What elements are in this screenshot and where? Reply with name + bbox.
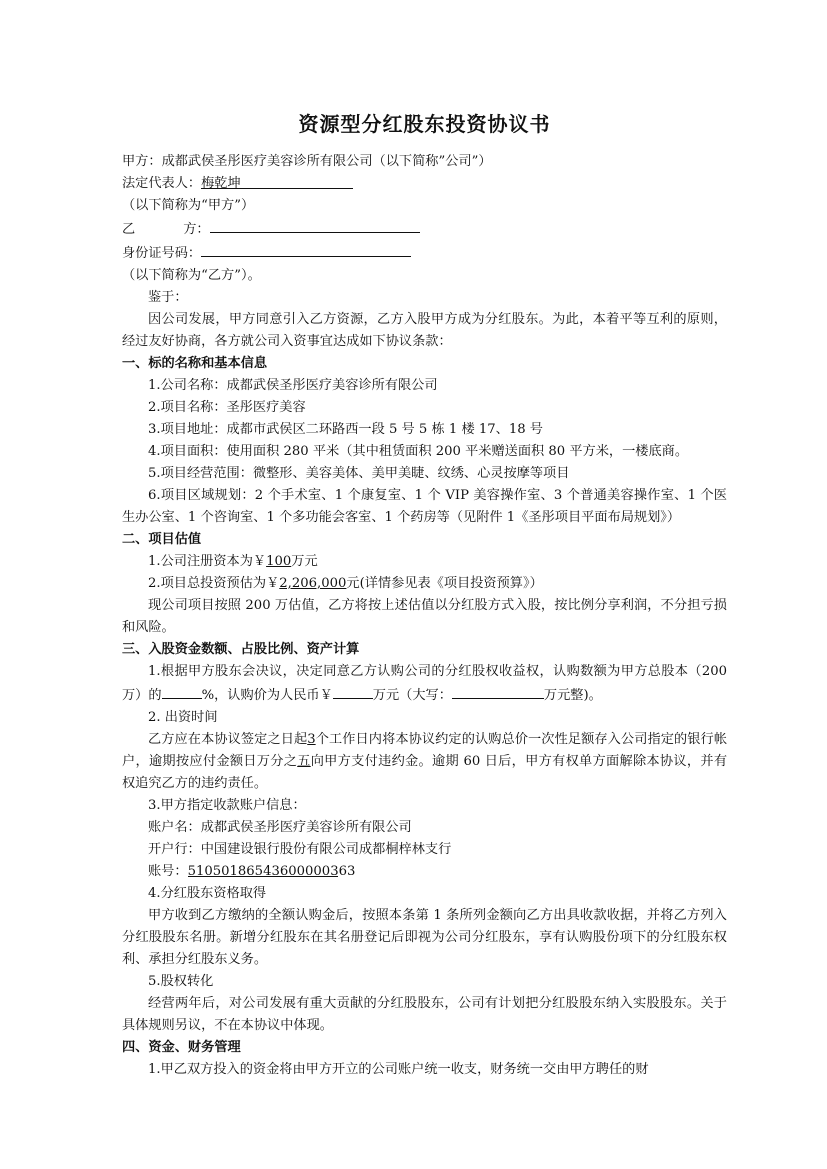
s3-item-2-title: 2. 出资时间: [148, 710, 218, 725]
id-number-blank: [201, 241, 411, 257]
document-title: 资源型分红股东投资协议书: [298, 112, 551, 136]
s3-item-4-paragraph: 甲方收到乙方缴纳的全额认购金后，按照本条第 1 条所列金额向乙方出具收款收据，并将乙方列入分红股股东名册。新增分红股东在其名册登记后即视为公司分红股东，享有认购股份项下的分红股东权利、承担分红股东义务。: [122, 908, 727, 967]
price-in-words-blank: [452, 683, 544, 699]
legal-rep-name-field: [201, 173, 353, 189]
s1-item-5: 5.项目经营范围：微整形、美容美体、美甲美睫、纹绣、心灵按摩等项目: [148, 466, 570, 481]
s1-item-4: 4.项目面积：使用面积 280 平米（其中租赁面积 200 平米赠送面积 80 平方米，一楼底商。: [148, 444, 689, 459]
registered-capital-value: 100: [266, 554, 292, 569]
account-number-line: [122, 861, 727, 883]
section-2-heading: 二、项目估值: [122, 532, 202, 547]
s3-item-2-text-a: 乙方应在本协议签定之日起: [148, 732, 308, 747]
total-investment-value: 2,206,000: [279, 576, 347, 591]
legal-rep-line: [122, 173, 727, 195]
s3-item-2-text-b: 个工作日内将本协议约定的认购总价一次性足额存入公司指定的银行帐户，逾期按应付金额日万分之: [122, 732, 728, 769]
s2-paragraph: 现公司项目按照 200 万估值，乙方将按上述估值以分红股方式入股，按比例分享利润，不分担亏损和风险。: [122, 598, 727, 635]
s2-item-2-text: 2.项目总投资预估为￥: [148, 576, 280, 591]
id-number-line: [122, 241, 727, 265]
working-days-value: 3: [307, 732, 316, 747]
account-number-label: 账号：: [148, 864, 188, 879]
s3-item-2-paragraph: [122, 729, 727, 795]
party-b-line: [122, 217, 727, 241]
s1-item-1: 1.公司名称：成都武侯圣彤医疗美容诊所有限公司: [148, 378, 438, 393]
price-blank: [333, 683, 373, 699]
s2-item-1: [122, 551, 727, 573]
id-number-label: 身份证号码：: [122, 246, 202, 261]
s1-item-3: 3.项目地址：成都市武侯区二环路西一段 5 号 5 栋 1 楼 17、18 号: [148, 422, 543, 437]
s3-item-1-text-b: %，认购价为人民币￥: [201, 688, 333, 703]
party-a-name: 成都武侯圣彤医疗美容诊所有限公司（以下简称”公司”）: [161, 154, 492, 169]
penalty-rate-value: 五: [297, 754, 311, 769]
s1-item-6: 6.项目区域规划：2 个手术室、1 个康复室、1 个 VIP 美容操作室、3 个普通美容操作室、1 个医生办公室、1 个咨询室、1 个多功能会客室、1 个药房等（见附件 1《圣彤项目平面布局规划》）: [122, 488, 727, 525]
intro-paragraph: 因公司发展，甲方同意引入乙方资源，乙方入股甲方成为分红股东。为此，本着平等互利的原则，经过友好协商，各方就公司入资事宜达成如下协议条款：: [122, 312, 727, 349]
section-3-heading: 三、入股资金数额、占股比例、资产计算: [122, 642, 360, 657]
s2-item-2-tail: 元(详情参见表《项目投资预算》）: [346, 576, 543, 591]
s1-item-2: 2.项目名称：圣彤医疗美容: [148, 400, 306, 415]
legal-rep-label: 法定代表人：: [122, 176, 202, 191]
s3-item-3-title: 3.甲方指定收款账户信息：: [148, 798, 306, 813]
party-a-line: [122, 151, 727, 173]
share-percent-blank: [162, 683, 202, 699]
party-b-name-blank: [210, 217, 420, 233]
bank-name: 开户行：中国建设银行股份有限公司成都桐梓林支行: [148, 842, 452, 857]
whereas-label: 鉴于：: [148, 290, 188, 305]
party-a-label: 甲方：: [122, 154, 162, 169]
s4-item-1: 1.甲乙双方投入的资金将由甲方开立的公司账户统一收支，财务统一交由甲方聘任的财: [148, 1062, 649, 1077]
s2-item-1-unit: 万元: [291, 554, 318, 569]
party-b-alias: （以下简称为“乙方”）。: [122, 268, 261, 283]
account-number-field: [187, 861, 356, 879]
s3-item-1: [122, 661, 727, 707]
s3-item-1-text-d: 万元整)。: [543, 688, 602, 703]
section-4-heading: 四、资金、财务管理: [122, 1040, 241, 1055]
s3-item-5-paragraph: 经营两年后，对公司发展有重大贡献的分红股股东，公司有计划把分红股股东纳入实股股东。关于具体规则另议，不在本协议中体现。: [122, 996, 727, 1033]
section-1-heading: 一、标的名称和基本信息: [122, 356, 268, 371]
s2-item-2: [122, 573, 727, 595]
s3-item-1-text-a: 1.根据甲方股东会决议，决定同意乙方认购公司的分红股权收益权，认购数额为甲方总股本（200 万）的: [122, 664, 727, 703]
s3-item-2-text-c: 向甲方支付违约金。逾期 60 日后，甲方有权单方面解除本协议，并有权追究乙方的违约责任。: [122, 754, 728, 791]
account-name: 账户名：成都武侯圣彤医疗美容诊所有限公司: [148, 820, 412, 835]
party-a-alias: （以下简称为“甲方”）: [122, 198, 255, 213]
s2-item-1-text: 1.公司注册资本为￥: [148, 554, 267, 569]
s3-item-4-title: 4.分红股东资格取得: [148, 886, 267, 901]
party-b-label-a: 乙: [122, 222, 136, 237]
s3-item-1-text-c: 万元（大写：: [372, 688, 452, 703]
s3-item-5-title: 5.股权转化: [148, 974, 214, 989]
party-b-label-b: 方：: [183, 222, 210, 237]
account-number: 51050186543600000363: [187, 864, 356, 879]
legal-rep-name: 梅乾坤: [201, 176, 241, 191]
